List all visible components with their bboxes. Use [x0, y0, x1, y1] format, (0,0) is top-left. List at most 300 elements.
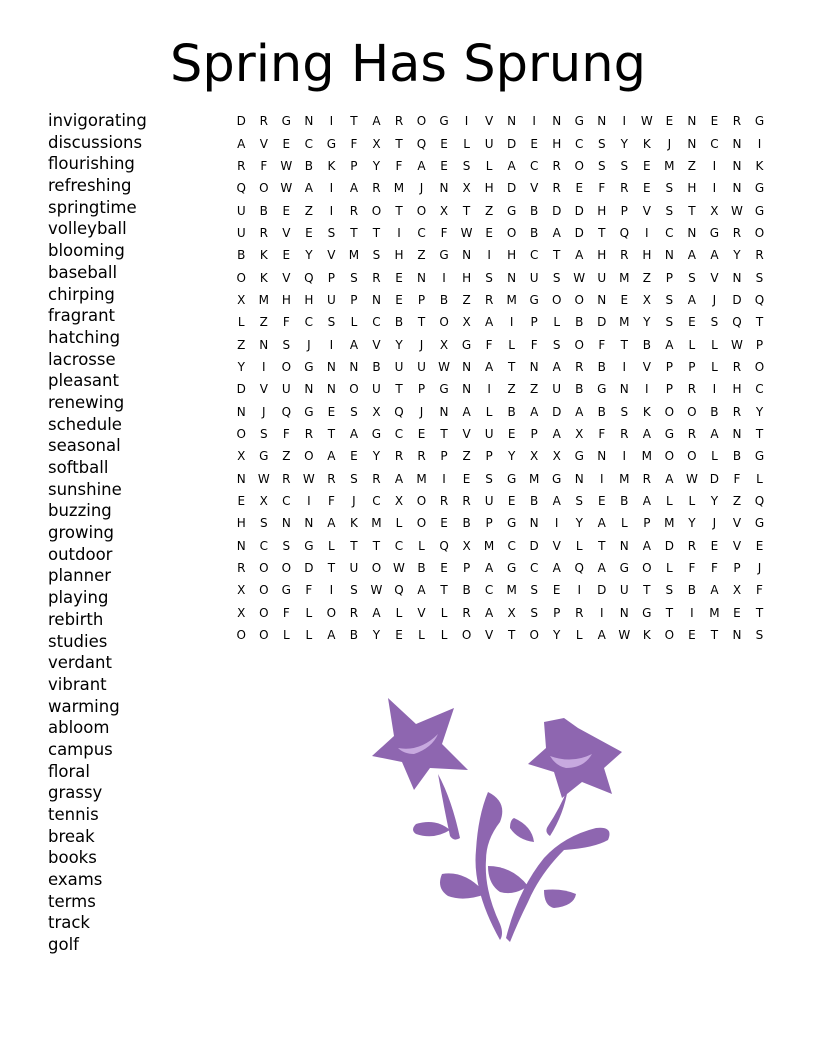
- grid-row: [230, 445, 771, 467]
- grid-letter: O: [416, 494, 427, 509]
- grid-letter: S: [350, 471, 358, 486]
- grid-letter: U: [484, 494, 494, 509]
- word-list-item: studies: [48, 631, 108, 651]
- grid-letter: P: [530, 315, 538, 330]
- grid-letter: U: [236, 203, 246, 218]
- grid-letter: O: [281, 359, 292, 374]
- grid-letter: A: [462, 404, 471, 419]
- grid-letter: J: [262, 404, 266, 419]
- grid-letter: D: [507, 136, 517, 151]
- grid-letter: R: [620, 181, 629, 196]
- grid-letter: L: [711, 337, 718, 352]
- grid-letter: S: [530, 605, 538, 620]
- grid-letter: D: [732, 292, 742, 307]
- grid-letter: Y: [620, 136, 628, 151]
- grid-row: [230, 624, 771, 646]
- grid-letter: O: [371, 203, 382, 218]
- grid-letter: S: [462, 158, 471, 173]
- grid-letter: S: [665, 181, 674, 196]
- grid-letter: I: [599, 471, 604, 486]
- grid-letter: V: [732, 516, 742, 531]
- grid-letter: G: [506, 561, 517, 576]
- grid-letter: S: [350, 404, 358, 419]
- grid-letter: S: [327, 315, 336, 330]
- grid-letter: I: [690, 605, 694, 620]
- grid-letter: Q: [416, 136, 427, 151]
- grid-letter: D: [507, 181, 517, 196]
- grid-letter: P: [643, 516, 651, 531]
- grid-letter: X: [439, 203, 449, 218]
- grid-letter: V: [485, 114, 494, 129]
- word-list-item: planner: [48, 566, 112, 586]
- grid-letter: Q: [574, 561, 584, 576]
- grid-letter: T: [598, 538, 606, 553]
- grid-letter: A: [417, 158, 426, 173]
- grid-letter: B: [462, 583, 471, 598]
- grid-letter: V: [530, 181, 539, 196]
- grid-letter: B: [642, 337, 651, 352]
- grid-letter: P: [733, 561, 741, 576]
- grid-letter: F: [598, 181, 606, 196]
- grid-letter: D: [597, 583, 607, 598]
- grid-letter: A: [507, 158, 516, 173]
- grid-letter: A: [485, 561, 494, 576]
- grid-letter: I: [577, 583, 581, 598]
- grid-letter: A: [552, 426, 561, 441]
- grid-letter: L: [666, 494, 673, 509]
- grid-letter: V: [282, 225, 291, 240]
- grid-letter: U: [236, 225, 246, 240]
- grid-letter: E: [282, 248, 291, 263]
- grid-letter: E: [282, 136, 291, 151]
- grid-letter: T: [350, 225, 358, 240]
- grid-letter: I: [712, 181, 717, 196]
- grid-letter: J: [419, 181, 424, 196]
- grid-letter: E: [507, 494, 516, 509]
- grid-letter: V: [417, 605, 426, 620]
- grid-letter: G: [259, 449, 269, 464]
- grid-letter: R: [394, 114, 404, 129]
- grid-letter: N: [552, 114, 562, 129]
- grid-letter: O: [236, 270, 246, 285]
- grid-row: [230, 512, 771, 534]
- grid-letter: T: [553, 248, 561, 263]
- grid-letter: F: [282, 605, 290, 620]
- grid-letter: Q: [754, 494, 765, 509]
- grid-letter: P: [665, 270, 673, 285]
- word-list-item: springtime: [48, 197, 137, 217]
- grid-letter: S: [530, 583, 538, 598]
- grid-letter: B: [732, 449, 742, 464]
- grid-letter: F: [260, 158, 268, 173]
- grid-letter: V: [282, 270, 291, 285]
- grid-letter: A: [485, 605, 494, 620]
- grid-letter: T: [350, 114, 358, 129]
- grid-letter: Y: [688, 516, 696, 531]
- grid-letter: R: [620, 426, 629, 441]
- grid-letter: P: [665, 359, 673, 374]
- word-list-item: terms: [48, 891, 96, 911]
- grid-letter: A: [372, 114, 381, 129]
- grid-letter: S: [665, 203, 674, 218]
- grid-letter: X: [237, 449, 246, 464]
- grid-letter: A: [327, 628, 336, 643]
- grid-letter: O: [304, 449, 314, 464]
- grid-letter: P: [755, 337, 764, 352]
- grid-letter: K: [259, 248, 268, 263]
- grid-letter: L: [395, 516, 403, 531]
- grid-letter: W: [685, 471, 698, 486]
- grid-letter: H: [507, 248, 517, 263]
- grid-letter: R: [259, 114, 268, 129]
- grid-letter: Z: [484, 203, 494, 218]
- grid-letter: U: [394, 359, 404, 374]
- grid-letter: S: [665, 315, 674, 330]
- grid-letter: O: [574, 337, 584, 352]
- grid-letter: S: [688, 270, 696, 285]
- grid-letter: T: [507, 359, 516, 374]
- grid-letter: Q: [439, 538, 449, 553]
- grid-letter: E: [733, 605, 741, 620]
- word-list-item: sunshine: [48, 479, 122, 499]
- word-list-item: tennis: [48, 805, 99, 824]
- word-list-item: grassy: [48, 783, 103, 803]
- word-list-item: renewing: [48, 392, 125, 412]
- grid-row: [230, 490, 771, 512]
- grid-letter: R: [755, 248, 764, 263]
- grid-letter: F: [710, 561, 718, 576]
- word-list-item: lacrosse: [48, 349, 116, 369]
- word-list-item: fragrant: [48, 306, 115, 326]
- grid-letter: A: [642, 538, 651, 553]
- grid-letter: Y: [372, 449, 381, 464]
- grid-letter: I: [442, 471, 446, 486]
- grid-letter: A: [372, 605, 381, 620]
- grid-letter: X: [237, 292, 246, 307]
- grid-letter: S: [327, 225, 336, 240]
- grid-letter: X: [552, 449, 561, 464]
- grid-letter: R: [552, 181, 561, 196]
- grid-letter: N: [304, 114, 314, 129]
- grid-letter: A: [304, 181, 313, 196]
- grid-letter: L: [553, 315, 561, 330]
- grid-row: [230, 155, 771, 177]
- grid-letter: S: [575, 494, 584, 509]
- grid-letter: M: [506, 292, 517, 307]
- word-list-item: blooming: [48, 241, 125, 261]
- grid-letter: R: [327, 471, 336, 486]
- grid-letter: G: [754, 181, 765, 196]
- word-list-item: abloom: [48, 718, 110, 738]
- grid-letter: N: [462, 248, 472, 263]
- grid-letter: V: [372, 337, 381, 352]
- grid-letter: N: [326, 382, 336, 397]
- grid-letter: G: [506, 471, 517, 486]
- grid-letter: N: [417, 270, 426, 285]
- grid-letter: Y: [372, 628, 381, 643]
- grid-letter: S: [620, 404, 629, 419]
- grid-letter: E: [665, 114, 674, 129]
- grid-letter: X: [372, 136, 381, 151]
- grid-letter: B: [462, 516, 471, 531]
- grid-letter: C: [484, 583, 494, 598]
- grid-letter: E: [552, 583, 561, 598]
- grid-letter: I: [262, 359, 266, 374]
- grid-letter: T: [755, 605, 764, 620]
- grid-letter: C: [259, 538, 268, 553]
- grid-letter: E: [755, 538, 764, 553]
- grid-letter: B: [349, 628, 359, 643]
- grid-letter: T: [350, 538, 358, 553]
- grid-letter: S: [350, 583, 358, 598]
- grid-letter: T: [395, 203, 403, 218]
- grid-letter: G: [326, 136, 337, 151]
- grid-letter: E: [710, 114, 719, 129]
- grid-letter: B: [237, 248, 246, 263]
- word-list-item: campus: [48, 739, 113, 759]
- grid-letter: A: [485, 359, 494, 374]
- grid-letter: A: [665, 337, 674, 352]
- grid-letter: D: [574, 225, 584, 240]
- word-list-item: exams: [48, 870, 103, 890]
- grid-letter: G: [461, 337, 472, 352]
- grid-letter: X: [372, 404, 381, 419]
- grid-row: [230, 132, 771, 154]
- grid-letter: U: [619, 583, 629, 598]
- grid-letter: G: [574, 114, 584, 129]
- grid-letter: B: [597, 404, 606, 419]
- grid-letter: N: [439, 181, 449, 196]
- grid-letter: R: [349, 203, 359, 218]
- grid-letter: S: [620, 158, 629, 173]
- grid-letter: B: [575, 382, 584, 397]
- grid-letter: Z: [259, 315, 268, 330]
- grid-letter: V: [327, 248, 336, 263]
- grid-letter: A: [710, 426, 719, 441]
- grid-letter: M: [528, 471, 540, 486]
- grid-letter: S: [755, 628, 764, 643]
- grid-letter: F: [485, 337, 493, 352]
- grid-row: [230, 177, 771, 199]
- grid-letter: L: [305, 605, 313, 620]
- grid-letter: A: [349, 181, 359, 196]
- grid-letter: R: [687, 382, 697, 397]
- grid-letter: U: [484, 426, 494, 441]
- grid-letter: A: [710, 583, 719, 598]
- grid-letter: Y: [507, 449, 516, 464]
- grid-letter: P: [530, 426, 538, 441]
- grid-letter: N: [687, 225, 697, 240]
- word-list-item: break: [48, 826, 95, 846]
- grid-letter: A: [327, 449, 336, 464]
- grid-letter: P: [553, 605, 561, 620]
- grid-letter: F: [305, 583, 313, 598]
- grid-letter: B: [259, 203, 268, 218]
- word-list: [48, 110, 147, 956]
- grid-letter: V: [642, 359, 651, 374]
- grid-letter: H: [552, 136, 562, 151]
- grid-letter: V: [642, 203, 651, 218]
- grid-letter: L: [485, 404, 493, 419]
- word-list-item: warming: [48, 696, 120, 716]
- grid-letter: N: [687, 136, 697, 151]
- grid-letter: Z: [304, 203, 313, 218]
- grid-letter: S: [485, 270, 493, 285]
- grid-letter: A: [349, 426, 359, 441]
- grid-letter: S: [259, 426, 268, 441]
- word-list-item: pleasant: [48, 371, 119, 391]
- grid-letter: Y: [710, 494, 719, 509]
- grid-letter: F: [282, 426, 290, 441]
- grid-letter: T: [755, 426, 764, 441]
- grid-letter: C: [394, 538, 404, 553]
- grid-letter: H: [462, 270, 472, 285]
- grid-letter: N: [732, 136, 742, 151]
- grid-letter: Q: [754, 292, 765, 307]
- grid-letter: E: [507, 426, 516, 441]
- grid-letter: R: [687, 538, 697, 553]
- grid-letter: C: [665, 225, 674, 240]
- grid-letter: C: [372, 494, 381, 509]
- grid-letter: D: [304, 561, 314, 576]
- grid-letter: N: [732, 426, 742, 441]
- grid-letter: I: [397, 225, 401, 240]
- grid-letter: K: [259, 270, 268, 285]
- grid-letter: R: [687, 426, 697, 441]
- grid-letter: R: [417, 449, 426, 464]
- grid-letter: O: [551, 292, 562, 307]
- grid-letter: B: [394, 315, 404, 330]
- grid-letter: N: [619, 538, 629, 553]
- grid-letter: L: [575, 538, 583, 553]
- grid-letter: W: [302, 471, 315, 486]
- word-list-item: refreshing: [48, 176, 132, 196]
- grid-letter: G: [754, 114, 765, 129]
- word-list-item: schedule: [48, 414, 122, 434]
- grid-letter: E: [597, 494, 606, 509]
- grid-letter: L: [350, 315, 358, 330]
- grid-letter: P: [350, 292, 358, 307]
- grid-letter: R: [237, 561, 246, 576]
- grid-letter: G: [529, 292, 539, 307]
- grid-letter: P: [440, 449, 448, 464]
- grid-letter: S: [485, 471, 493, 486]
- grid-letter: L: [620, 516, 628, 531]
- grid-letter: L: [666, 561, 673, 576]
- grid-letter: N: [371, 292, 381, 307]
- grid-letter: B: [530, 494, 539, 509]
- grid-letter: O: [416, 203, 427, 218]
- grid-letter: H: [304, 292, 314, 307]
- grid-letter: I: [622, 359, 627, 374]
- grid-letter: L: [688, 337, 696, 352]
- grid-letter: W: [438, 359, 450, 374]
- grid-letter: C: [575, 136, 584, 151]
- word-list-item: golf: [48, 935, 79, 955]
- grid-letter: O: [574, 292, 584, 307]
- grid-letter: X: [237, 583, 246, 598]
- grid-letter: X: [642, 292, 651, 307]
- grid-letter: V: [552, 538, 561, 553]
- grid-letter: A: [552, 561, 561, 576]
- grid-letter: A: [575, 404, 584, 419]
- grid-letter: P: [620, 203, 628, 218]
- word-list-item: buzzing: [48, 501, 112, 521]
- grid-letter: E: [440, 561, 448, 576]
- grid-letter: E: [350, 449, 358, 464]
- grid-letter: R: [259, 225, 268, 240]
- grid-letter: V: [259, 382, 268, 397]
- grid-letter: R: [484, 292, 494, 307]
- grid-letter: D: [664, 538, 674, 553]
- grid-letter: U: [417, 359, 426, 374]
- grid-letter: A: [530, 404, 539, 419]
- grid-letter: Y: [733, 248, 741, 263]
- grid-letter: N: [732, 628, 742, 643]
- grid-letter: R: [394, 449, 404, 464]
- grid-letter: L: [440, 628, 448, 643]
- grid-letter: N: [507, 270, 517, 285]
- grid-letter: F: [756, 583, 763, 598]
- grid-letter: E: [440, 516, 448, 531]
- grid-letter: O: [326, 605, 337, 620]
- grid-letter: B: [507, 404, 516, 419]
- grid-letter: Z: [507, 382, 516, 397]
- grid-letter: T: [417, 315, 426, 330]
- grid-letter: J: [307, 337, 311, 352]
- grid-letter: E: [417, 426, 426, 441]
- grid-letter: S: [597, 136, 606, 151]
- grid-letter: S: [372, 248, 381, 263]
- grid-letter: B: [304, 158, 313, 173]
- grid-letter: K: [327, 158, 336, 173]
- grid-letter: C: [282, 494, 291, 509]
- grid-letter: C: [529, 158, 539, 173]
- grid-letter: T: [372, 225, 381, 240]
- grid-letter: W: [640, 114, 653, 129]
- grid-letter: L: [328, 538, 335, 553]
- grid-letter: E: [643, 158, 651, 173]
- word-list-item: seasonal: [48, 436, 121, 456]
- grid-letter: Y: [553, 628, 561, 643]
- grid-letter: N: [687, 114, 697, 129]
- grid-letter: E: [688, 315, 696, 330]
- grid-letter: Y: [237, 359, 245, 374]
- grid-letter: R: [732, 404, 742, 419]
- grid-letter: T: [462, 203, 471, 218]
- grid-letter: J: [419, 404, 424, 419]
- grid-letter: T: [440, 583, 448, 598]
- grid-letter: M: [709, 605, 720, 620]
- grid-letter: I: [622, 449, 627, 464]
- grid-letter: N: [236, 471, 246, 486]
- grid-letter: C: [394, 426, 404, 441]
- grid-letter: H: [597, 203, 607, 218]
- word-list-item: track: [48, 913, 90, 933]
- grid-letter: N: [462, 382, 472, 397]
- grid-letter: V: [485, 628, 494, 643]
- grid-letter: I: [442, 270, 446, 285]
- grid-letter: L: [440, 605, 448, 620]
- grid-letter: G: [371, 426, 382, 441]
- grid-letter: R: [732, 359, 742, 374]
- grid-letter: B: [687, 583, 696, 598]
- grid-letter: H: [597, 248, 607, 263]
- grid-letter: B: [417, 561, 426, 576]
- grid-letter: A: [552, 494, 561, 509]
- grid-letter: E: [575, 181, 584, 196]
- grid-letter: O: [664, 628, 675, 643]
